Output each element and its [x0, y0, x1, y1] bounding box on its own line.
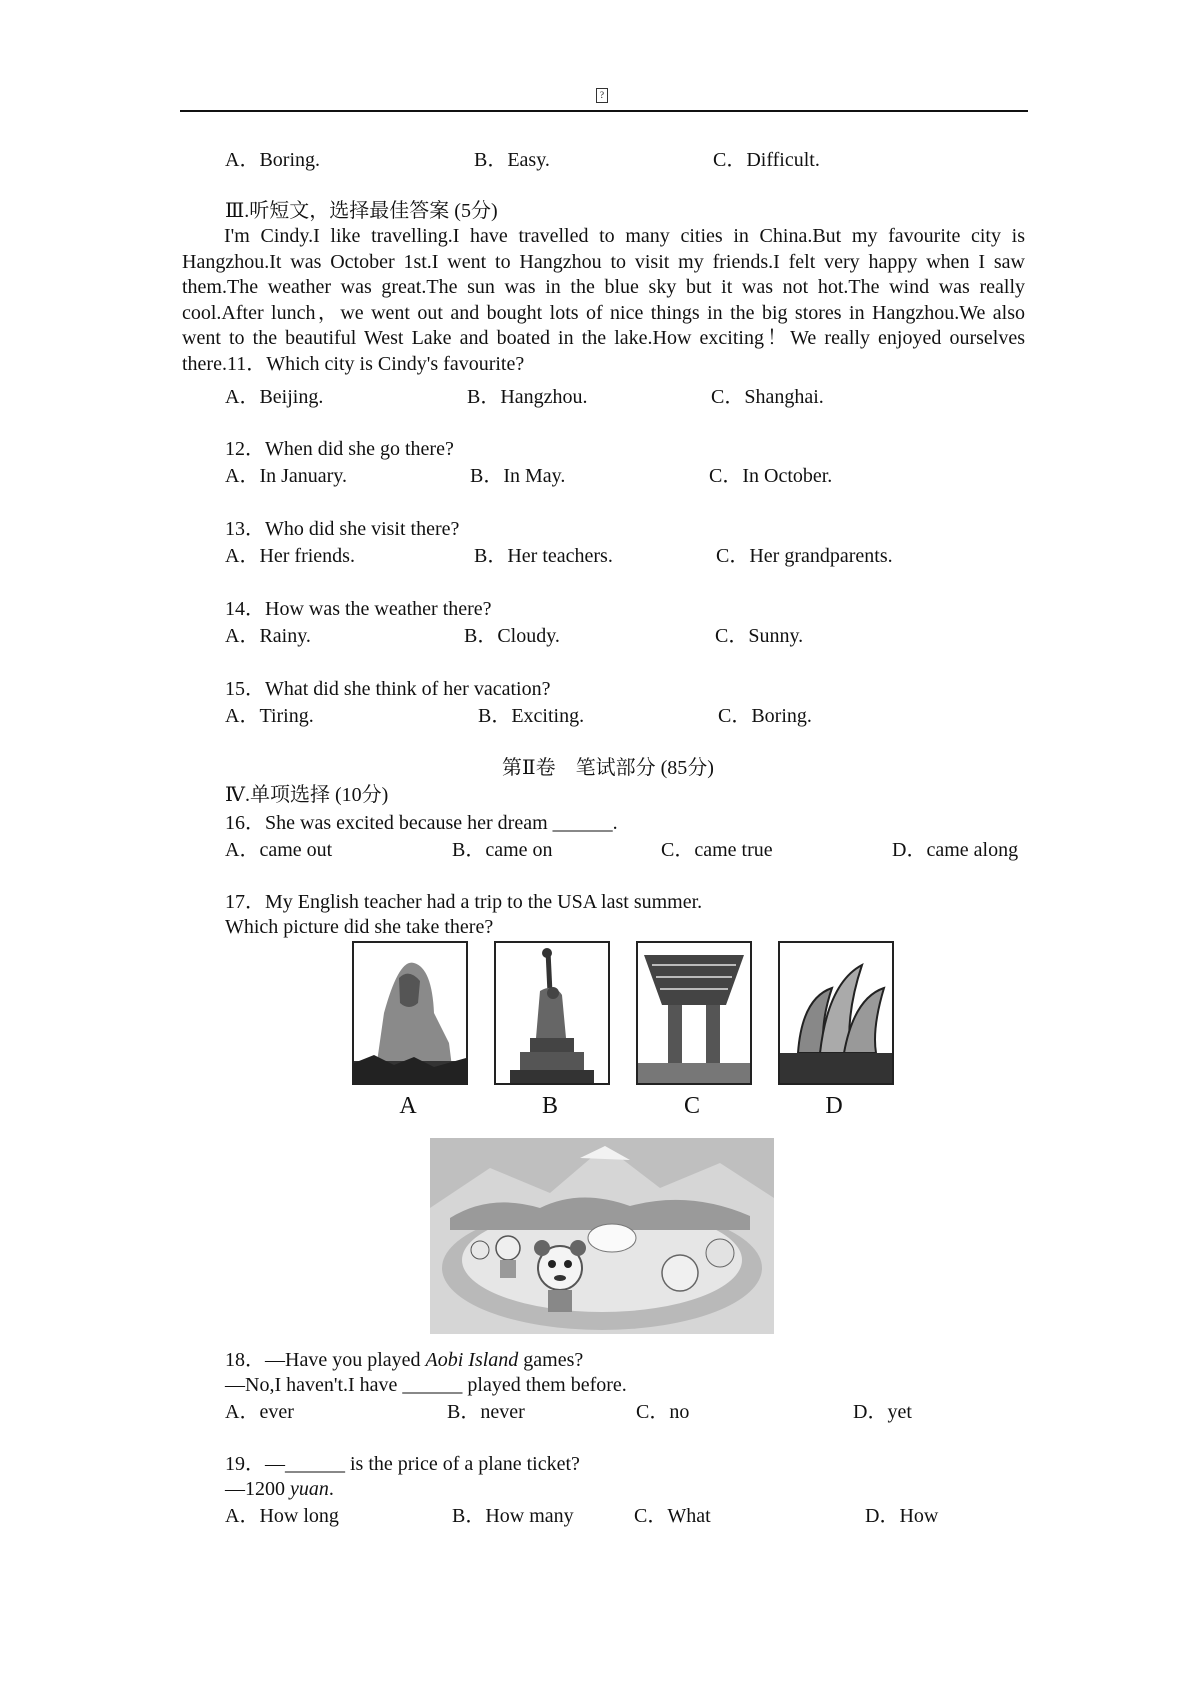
q13-option-a: A．Her friends. [225, 545, 355, 567]
q18-option-c: C．no [636, 1401, 690, 1423]
q18-option-a: A．ever [225, 1401, 294, 1423]
q14-option-a: A．Rainy. [225, 625, 311, 647]
q16-question: 16．She was excited because her dream ______. [225, 812, 618, 834]
q18-option-b: B．never [447, 1401, 525, 1423]
q15-option-c: C．Boring. [718, 705, 812, 727]
q19-option-d: D．How [865, 1505, 939, 1527]
q12-option-c: C．In October. [709, 465, 833, 487]
q12-question: 12．When did she go there? [225, 438, 454, 460]
q13-option-b: B．Her teachers. [474, 545, 613, 567]
q18-option-d: D．yet [853, 1401, 912, 1423]
section4-heading: Ⅳ.单项选择 (10分) [225, 784, 389, 806]
q15-question: 15．What did she think of her vacation? [225, 678, 551, 700]
q16-option-c: C．came true [661, 839, 773, 861]
section3-passage: I'm Cindy.I like travelling.I have travelled to many cities in China.But my favourite city is Hangzhou.It was October 1st.I went to Hangzhou to visit my friends.I felt very happy when I saw them.The weather was great.The sun was in the blue sky but it was not hot.The wind was really cool.After lunch，we went out and bought lots of nice things in the big stores in Hangzhou.We also went to the beautiful West Lake and boated in the lake.How exciting！We really enjoyed ourselves there.11．Which city is Cindy's favourite? [182, 225, 1025, 375]
q10-option-a: A．Boring. [225, 149, 320, 171]
q16-option-d: D．came along [892, 839, 1019, 861]
q19-option-a: A．How long [225, 1505, 339, 1527]
q11-option-b: B．Hangzhou. [467, 386, 588, 408]
q18-line1: 18．—Have you played Aobi Island games? [225, 1349, 584, 1371]
picture-b-statue-of-liberty [494, 941, 610, 1085]
q14-option-c: C．Sunny. [715, 625, 804, 647]
q11-option-a: A．Beijing. [225, 386, 324, 408]
picture-d-label: D [825, 1093, 843, 1119]
picture-c-label: C [683, 1093, 700, 1119]
q17-line2: Which picture did she take there? [225, 916, 494, 938]
q18-line2: —No,I haven't.I have ______ played them before. [225, 1374, 627, 1396]
part2-title: 第Ⅱ卷 笔试部分 (85分) [502, 757, 714, 779]
q19-line2: —1200 yuan. [225, 1478, 334, 1500]
section3-heading: Ⅲ.听短文，选择最佳答案 (5分) [225, 200, 498, 222]
q12-option-b: B．In May. [470, 465, 566, 487]
q19-line1: 19．—______ is the price of a plane ticket? [225, 1453, 580, 1475]
header-mark: ? [596, 88, 608, 103]
q12-option-a: A．In January. [225, 465, 348, 487]
q10-option-c: C．Difficult. [713, 149, 820, 171]
aobi-island-illustration [430, 1138, 774, 1334]
q15-option-b: B．Exciting. [478, 705, 585, 727]
q16-option-a: A．came out [225, 839, 333, 861]
picture-d-sydney-opera-house [778, 941, 894, 1085]
q10-option-b: B．Easy. [474, 149, 550, 171]
q13-option-c: C．Her grandparents. [716, 545, 893, 567]
q11-option-c: C．Shanghai. [711, 386, 824, 408]
q14-question: 14．How was the weather there? [225, 598, 492, 620]
picture-a-label: A [399, 1093, 417, 1119]
q14-option-b: B．Cloudy. [464, 625, 560, 647]
q17-line1: 17．My English teacher had a trip to the USA last summer. [225, 891, 703, 913]
picture-a-sphinx [352, 941, 468, 1085]
q13-question: 13．Who did she visit there? [225, 518, 460, 540]
q19-option-c: C．What [634, 1505, 711, 1527]
picture-c-china-pavilion [636, 941, 752, 1085]
q19-option-b: B．How many [452, 1505, 574, 1527]
header-rule [180, 110, 1028, 112]
picture-b-label: B [541, 1093, 558, 1119]
q15-option-a: A．Tiring. [225, 705, 314, 727]
q16-option-b: B．came on [452, 839, 553, 861]
